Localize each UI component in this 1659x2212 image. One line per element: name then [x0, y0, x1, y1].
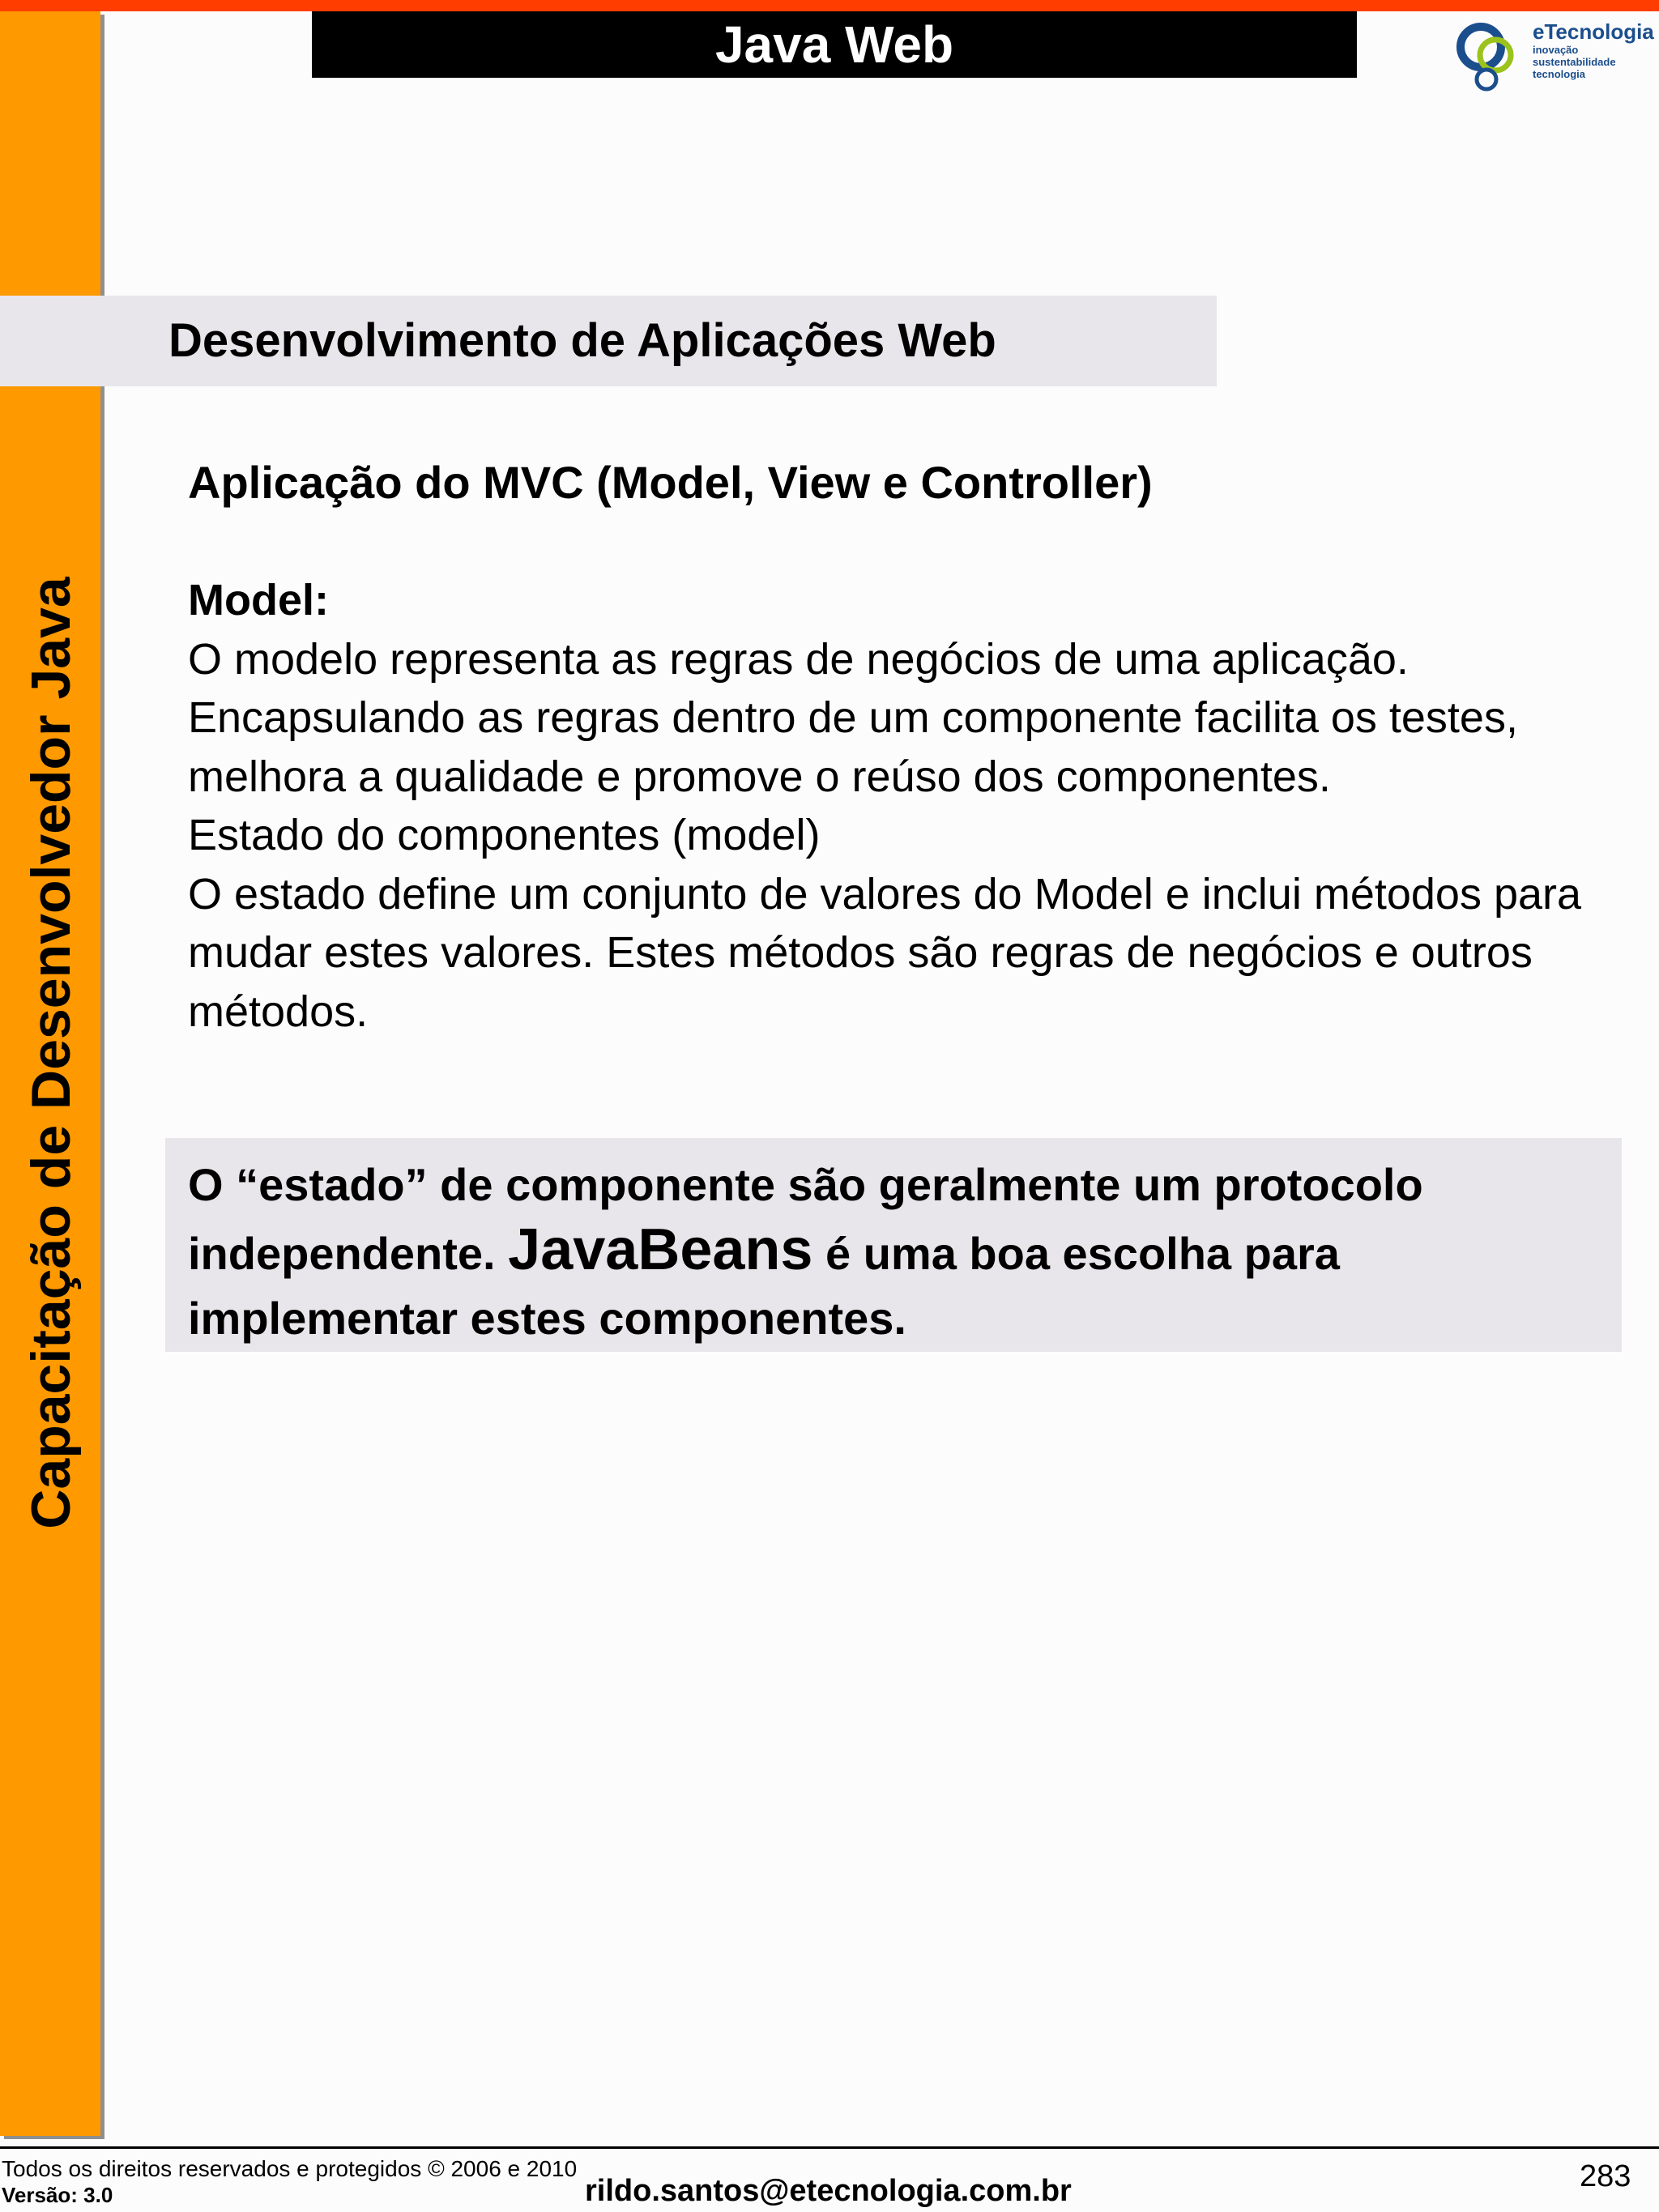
footer-rule [0, 2146, 1659, 2149]
content-heading: Aplicação do MVC (Model, View e Controller) [188, 457, 1153, 508]
state-line: Estado do componentes (model) [188, 811, 821, 859]
slide-content [188, 454, 1638, 1041]
top-accent-rule [0, 0, 1659, 11]
etecnologia-logo [1450, 15, 1653, 96]
footer-version: Versão: 3.0 [2, 2183, 113, 2207]
logo-tagline-3: tecnologia [1533, 68, 1586, 80]
callout-text [188, 1153, 1614, 1351]
logo-tagline-2: sustentabilidade [1533, 56, 1616, 68]
model-paragraph: O modelo representa as regras de negócios de uma aplicação. Encapsulando as regras dentro de um componente facilita os testes, melhora a qualidade e promove o reúso dos componentes. [188, 634, 1518, 801]
logo-tagline-1: inovação [1533, 44, 1579, 56]
callout-part-2: é uma boa escolha para implementar estes componentes. [188, 1228, 1340, 1344]
callout-box [165, 1138, 1622, 1352]
page-title: Java Web [312, 11, 1357, 78]
section-title: Desenvolvimento de Aplicações Web [168, 314, 996, 367]
callout-part-1: O “estado” de componente são geralmente um protocolo independente. [188, 1159, 1423, 1279]
callout-emphasis: JavaBeans [508, 1217, 813, 1282]
logo-rings-icon [1450, 15, 1531, 96]
section-band [0, 296, 1217, 386]
sidebar-label: Capacitação de Desenvolvedor Java [20, 577, 82, 1529]
logo-name: eTecnologia [1533, 19, 1654, 44]
state-paragraph: O estado define um conjunto de valores do Model e inclui métodos para mudar estes valores. Estes métodos são regras de negócios e outros métodos. [188, 869, 1582, 1036]
page-number: 283 [1580, 2159, 1631, 2193]
model-subheading: Model: [188, 576, 329, 624]
footer-email: rildo.santos@etecnologia.com.br [585, 2174, 1072, 2208]
footer-copyright: Todos os direitos reservados e protegidos © 2006 e 2010 [2, 2156, 578, 2181]
